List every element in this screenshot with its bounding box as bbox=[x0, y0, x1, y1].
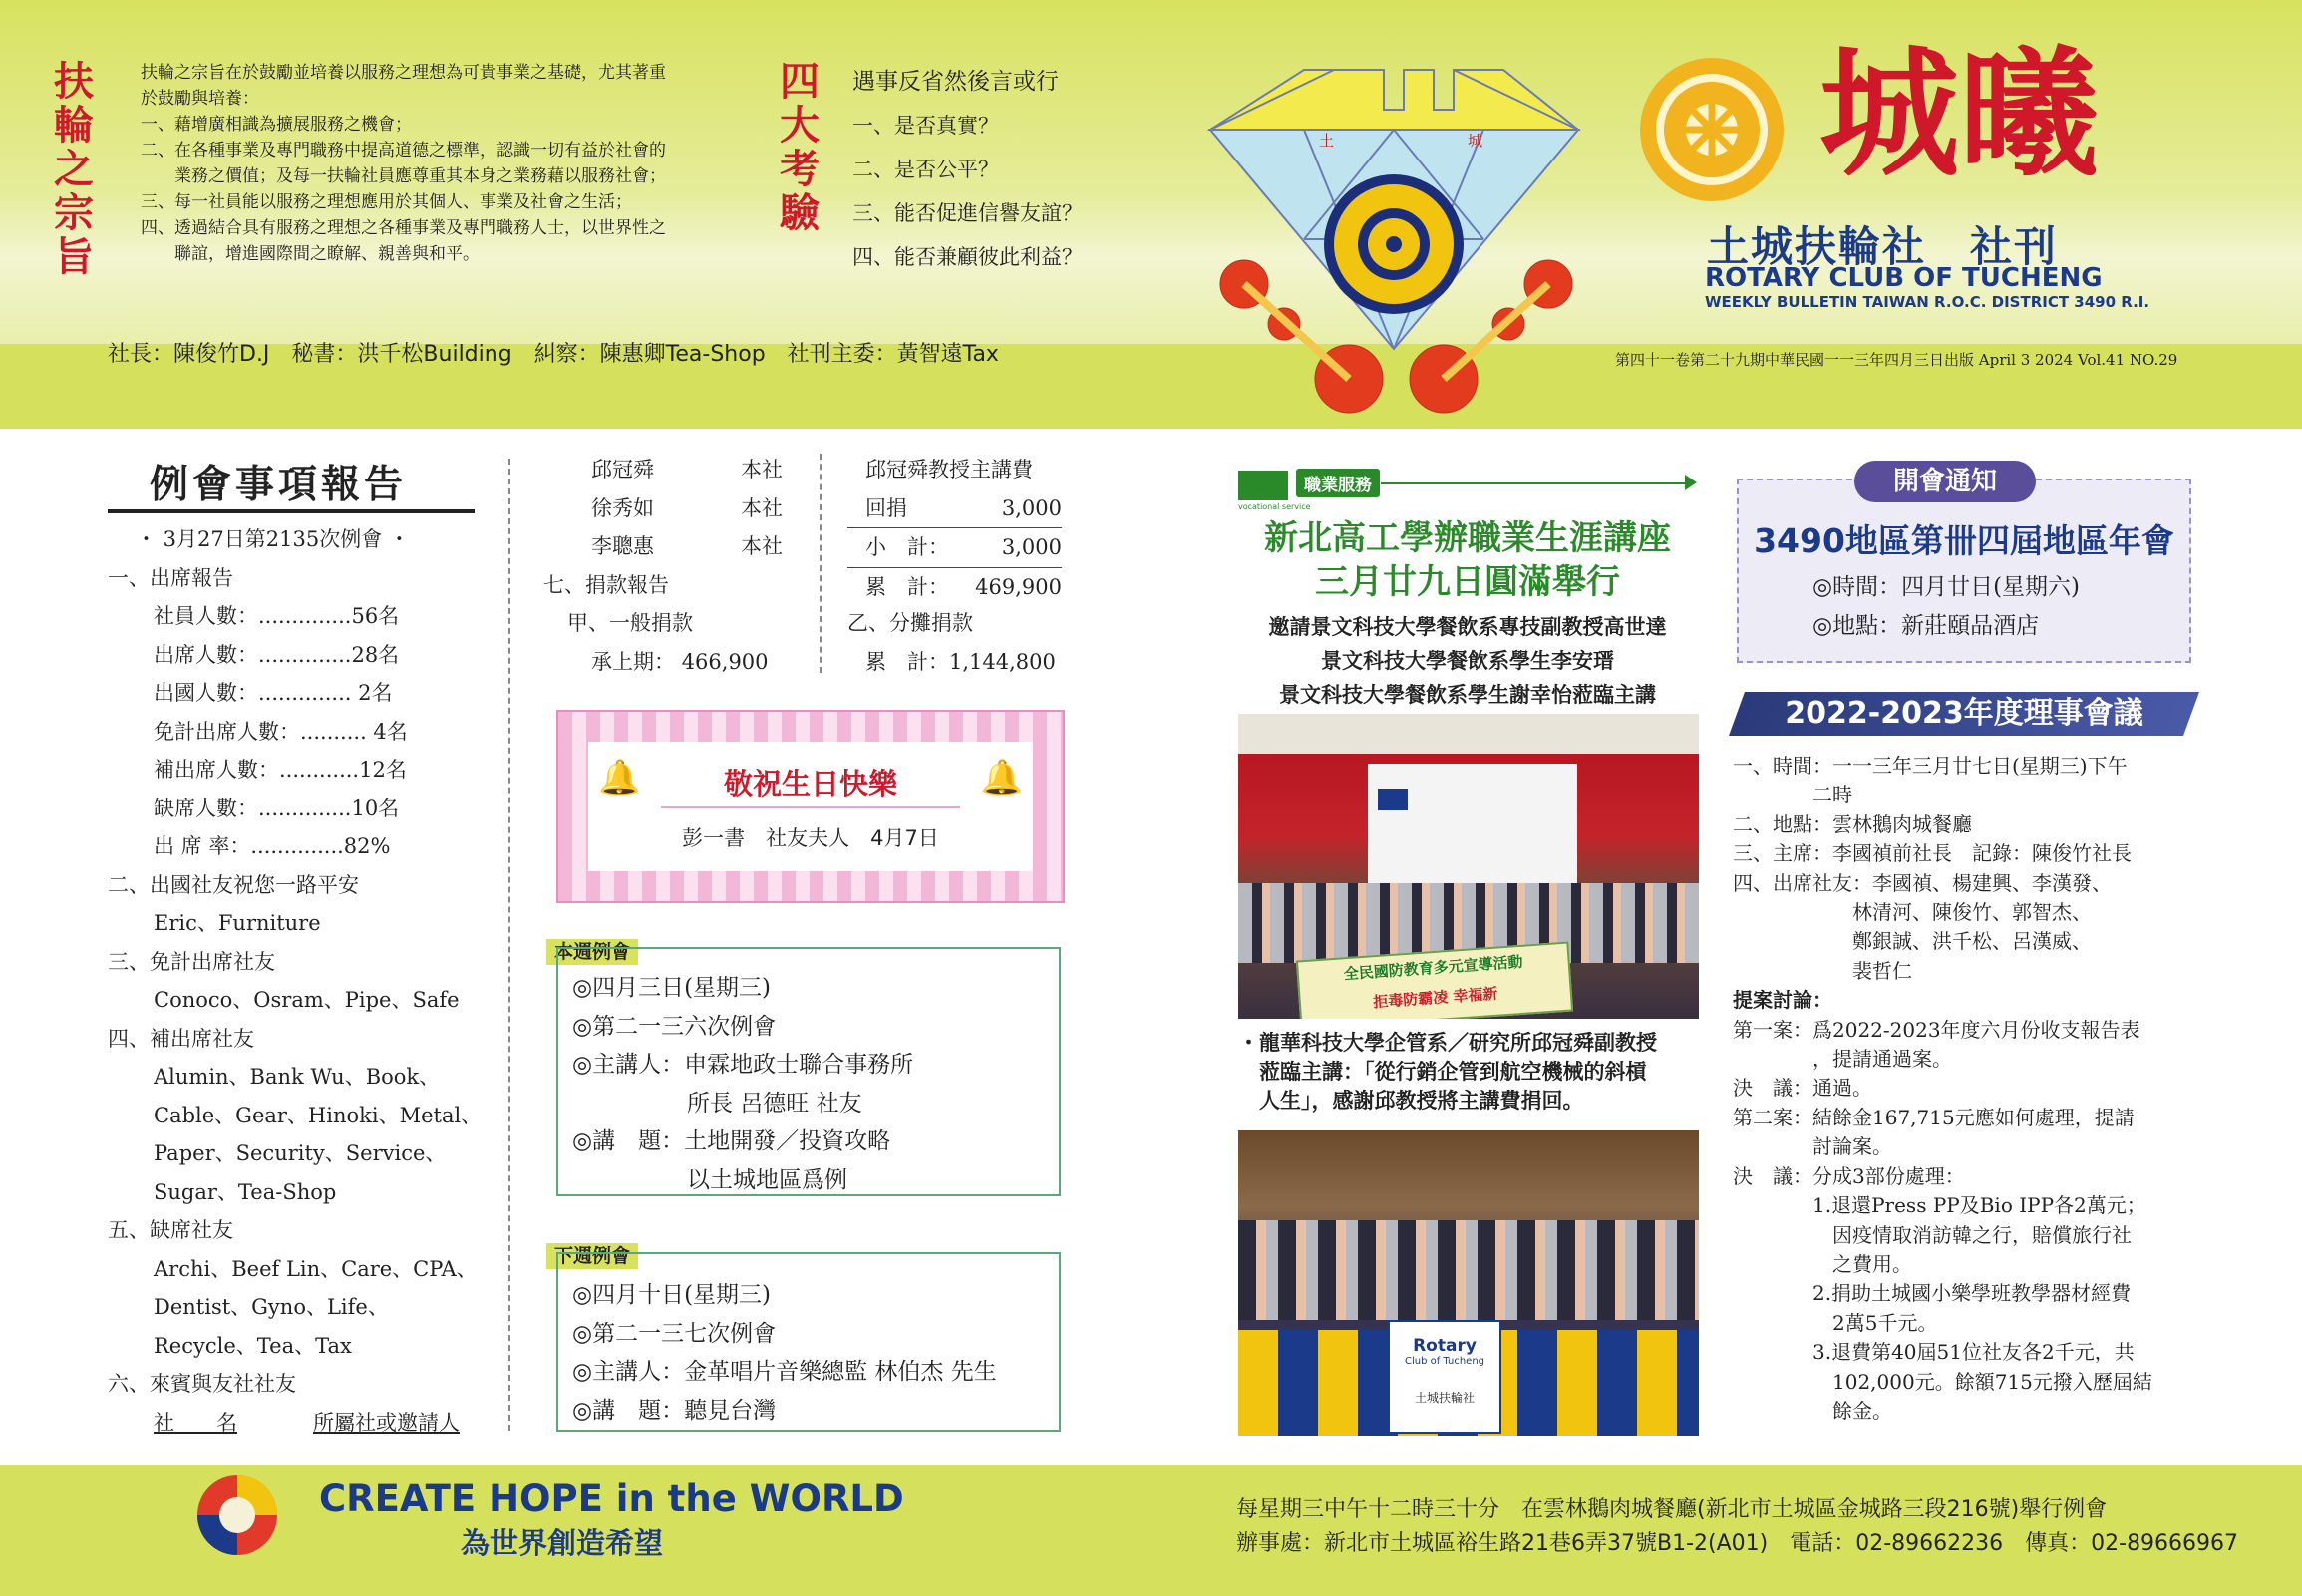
test-line: 二、是否公平？ bbox=[852, 158, 999, 181]
proposal-line: 2.捐助土城國小樂學班教學器材經費 bbox=[1733, 1281, 2132, 1306]
logo-text-cheng: 城 bbox=[1468, 132, 1483, 150]
club-name-en: ROTARY CLUB OF TUCHENG bbox=[1705, 263, 2103, 293]
test-text bbox=[852, 60, 1151, 279]
this-week-line: 以土城地區爲例 bbox=[572, 1166, 847, 1193]
birthday-title: 敬祝生日快樂 bbox=[723, 767, 897, 800]
column-divider bbox=[508, 459, 510, 1431]
this-week-line: ◎四月三日(星期三) bbox=[572, 975, 772, 1001]
vocational-title-line: 三月廿九日圓滿舉行 bbox=[1315, 562, 1620, 602]
guest-club: 本社 bbox=[741, 495, 783, 520]
vocational-speaker: 景文科技大學餐飲系學生謝幸怡蒞臨主講 bbox=[1279, 683, 1656, 707]
attendance-row: 出國人數：.............. 2名 bbox=[154, 681, 393, 705]
vocational-title-line: 新北高工學辦職業生涯講座 bbox=[1264, 518, 1671, 558]
donation-row-label: 回捐 bbox=[865, 495, 907, 520]
principle-line: 四、透過結合具有服務之理想之各種事業及專門職務人士，以世界性之 bbox=[141, 218, 666, 238]
proposal-line: 之費用。 bbox=[1733, 1251, 1912, 1276]
report-body bbox=[108, 520, 487, 1441]
board-line: 二時 bbox=[1733, 783, 1852, 807]
principle-line: 一、藉增廣相識為擴展服務之機會； bbox=[141, 115, 412, 135]
inner-divider bbox=[820, 454, 822, 673]
vocational-rule bbox=[1381, 482, 1690, 484]
board-title: 2022-2023年度理事會議 bbox=[1785, 696, 2143, 731]
member-names-line: Sugar、Tea-Shop bbox=[154, 1179, 337, 1204]
donation-shared-title: 乙、分攤捐款 bbox=[847, 611, 973, 635]
next-week-line: ◎第二一三七次例會 bbox=[572, 1320, 777, 1347]
birthday-card bbox=[556, 710, 1065, 903]
club-banner-line: Rotary bbox=[1413, 1336, 1477, 1356]
proposal-heading: 提案討論： bbox=[1733, 988, 1832, 1013]
test-line: 一、是否真實？ bbox=[852, 114, 999, 138]
event-banner-line: 全民國防教育多元宣導活動 bbox=[1343, 952, 1524, 984]
attendance-row: 免計出席人數：.......... 4名 bbox=[154, 719, 408, 744]
vocational-speaker: 邀請景文科技大學餐飲系專技副教授高世達 bbox=[1268, 615, 1667, 639]
logo-text-tu: 土 bbox=[1319, 132, 1335, 150]
attendance-row: 社員人數：..............56名 bbox=[154, 604, 400, 628]
attendance-list bbox=[108, 597, 487, 866]
birthday-person: 彭一書 社友夫人 4月7日 bbox=[682, 826, 939, 850]
member-names-line: Alumin、Bank Wu、Book、 bbox=[154, 1065, 441, 1089]
principle-line: 扶輪之宗旨在於鼓勵並培養以服務之理想為可貴事業之基礎，尤其著重 bbox=[141, 63, 666, 83]
member-names-line: Cable、Gear、Hinoki、Metal、 bbox=[154, 1103, 483, 1127]
report-title: 例會事項報告 bbox=[150, 463, 408, 507]
next-week-head-label: 下週例會 bbox=[546, 1243, 638, 1269]
proposal-line: 決 議：分成3部份處理： bbox=[1733, 1163, 1965, 1188]
principle-line: 二、在各種事業及專門職務中提高道德之標準，認識一切有益於社會的 bbox=[141, 141, 666, 160]
birthday-card-inner bbox=[588, 742, 1033, 871]
club-banner-line: 土城扶輪社 bbox=[1414, 1391, 1475, 1405]
event-photo-2 bbox=[1238, 1130, 1699, 1436]
this-week-box bbox=[556, 947, 1061, 1196]
vocational-arrow-icon bbox=[1685, 475, 1697, 490]
next-week-box bbox=[556, 1252, 1061, 1432]
test-line: 三、能否促進信譽友誼？ bbox=[852, 201, 1083, 225]
caption-line: 蒞臨主講：「從行銷企管到航空機械的斜槓 bbox=[1238, 1060, 1647, 1084]
vocational-speakers bbox=[1238, 610, 1697, 712]
proposal-line: 決 議：通過。 bbox=[1733, 1076, 1872, 1101]
vocational-speaker: 景文科技大學餐飲系學生李安瑨 bbox=[1321, 649, 1614, 673]
member-names-line: Dentist、Gyno、Life、 bbox=[154, 1295, 389, 1319]
vocational-icon bbox=[1238, 471, 1288, 500]
club-name-cn: 土城扶輪社 社刊 bbox=[1707, 222, 2059, 271]
section-heading: 五、缺席社友 bbox=[108, 1218, 233, 1242]
board-line: 三、主席：李國禎前社長 記錄：陳俊竹社長 bbox=[1733, 841, 2132, 866]
this-week-head-label: 本週例會 bbox=[546, 939, 638, 965]
vocational-title bbox=[1238, 516, 1697, 604]
footer-contact-line: 辦事處：新北市土城區裕生路21巷6弄37號B1-2(A01) 電話：02-89662236 傳真：02-89666967 bbox=[1236, 1531, 2239, 1556]
rotary-wheel-icon bbox=[1637, 55, 1787, 204]
footer-info bbox=[1236, 1493, 2238, 1561]
caption-line: 人生」，感謝邱教授將主講費捐回。 bbox=[1238, 1089, 1584, 1113]
bells-right-icon: 🔔 bbox=[980, 758, 1023, 798]
principle-text bbox=[141, 60, 739, 267]
board-line: 林清河、陳俊竹、郭智杰、 bbox=[1733, 900, 2092, 925]
caption-line: ・龍華科技大學企管系／研究所邱冠舜副教授 bbox=[1238, 1031, 1657, 1055]
section-heading: 一、出席報告 bbox=[108, 565, 233, 590]
notice-place: ◎地點：新莊頤品酒店 bbox=[1812, 613, 2040, 639]
proposal-line: 討論案。 bbox=[1733, 1134, 1892, 1159]
section-heading: 四、補出席社友 bbox=[108, 1026, 254, 1051]
next-week-line: ◎講 題：聽見台灣 bbox=[572, 1397, 777, 1424]
next-week-line: ◎四月十日(星期三) bbox=[572, 1282, 772, 1308]
group-people bbox=[1238, 1220, 1699, 1320]
proposal-line: 因疫情取消訪韓之行，賠償旅行社 bbox=[1733, 1222, 2132, 1247]
theme-cn: 為世界創造希望 bbox=[461, 1526, 664, 1560]
donation-prev-value: 466,900 bbox=[681, 649, 769, 674]
donation-row-label: 小 計： bbox=[865, 535, 949, 559]
donation-row bbox=[847, 489, 1062, 528]
member-names bbox=[108, 1058, 487, 1211]
section-heading: 六、來賓與友社社友 bbox=[108, 1372, 296, 1396]
donation-total-value: 1,144,800 bbox=[949, 649, 1056, 674]
member-names-line: Recycle、Tea、Tax bbox=[154, 1333, 352, 1358]
masthead-title: 城曦 bbox=[1819, 33, 2100, 196]
proposal-line: ，提請通過案。 bbox=[1733, 1047, 1952, 1072]
guest-name: 邱冠舜 bbox=[591, 458, 654, 481]
principle-line: 業務之價值；及每一扶輪社員應尊重其本身之業務藉以服務社會； bbox=[141, 166, 666, 186]
birthday-rule bbox=[661, 806, 960, 808]
donation-prev-label: 承上期： bbox=[591, 649, 675, 674]
donation-row-label: 累 計： bbox=[865, 574, 949, 599]
club-banner bbox=[1388, 1320, 1501, 1434]
test-line: 四、能否兼顧彼此利益？ bbox=[852, 245, 1083, 269]
attendance-row: 出 席 率：..............82% bbox=[154, 834, 391, 858]
donation-row-value: 469,900 bbox=[975, 574, 1062, 599]
test-title: 四大考驗 bbox=[780, 59, 820, 236]
board-line: 二、地點：雲林鵝肉城餐廳 bbox=[1733, 811, 1972, 836]
guest-table-header bbox=[108, 1404, 487, 1442]
section-heading: 三、免計出席社友 bbox=[108, 949, 275, 974]
proposal-line: 餘金。 bbox=[1733, 1398, 1892, 1423]
rotary-seal-small bbox=[1324, 174, 1464, 314]
principle-title: 扶輪之宗旨 bbox=[54, 59, 94, 280]
flag-icon bbox=[1378, 789, 1408, 810]
donation-detail bbox=[847, 451, 1062, 606]
donation-title: 七、捐款報告 bbox=[543, 572, 669, 597]
member-names bbox=[108, 1250, 487, 1366]
board-line: 鄭銀誠、洪千松、呂漢威、 bbox=[1733, 929, 2092, 954]
ceiling bbox=[1238, 714, 1699, 754]
board-line: 裴哲仁 bbox=[1733, 958, 1912, 983]
event-banner-line: 拒毒防霸凌 幸福新 bbox=[1372, 984, 1498, 1012]
club-subtitle: WEEKLY BULLETIN TAIWAN R.O.C. DISTRICT 3490 R.I. bbox=[1705, 293, 2150, 311]
attendance-row: 缺席人數：..............10名 bbox=[154, 796, 400, 820]
donation-row bbox=[847, 568, 1062, 607]
board-line: 四、出席社友：李國禎、楊建興、李漢發、 bbox=[1733, 870, 2112, 895]
proposal-line: 第二案：結餘金167,715元應如何處理，提請 bbox=[1733, 1105, 2135, 1129]
principle-line: 聯誼，增進國際間之瞭解、親善與和平。 bbox=[141, 244, 480, 264]
donation-general-title: 甲、一般捐款 bbox=[567, 611, 693, 635]
notice-tab: 開會通知 bbox=[1854, 461, 2036, 502]
member-names: Conoco、Osram、Pipe、Safe bbox=[154, 988, 460, 1012]
bells-left-icon: 🔔 bbox=[598, 758, 641, 798]
notice-details bbox=[1812, 568, 2080, 646]
section-heading: 二、出國社友祝您一路平安 bbox=[108, 872, 359, 897]
meeting-number: ・ 3月27日第2135次例會 ・ bbox=[136, 527, 410, 551]
member-names-line: Archi、Beef Lin、Care、CPA、 bbox=[154, 1256, 478, 1281]
donation-row bbox=[847, 527, 1062, 568]
proposal-line: 2萬5千元。 bbox=[1733, 1310, 1938, 1335]
donation-row-value: 3,000 bbox=[1001, 535, 1062, 559]
projection-screen bbox=[1368, 764, 1577, 883]
guest-col-club: 所屬社或邀請人 bbox=[313, 1410, 460, 1435]
proposal-line: 1.退還Press PP及Bio IPP各2萬元； bbox=[1733, 1193, 2146, 1218]
attendance-row: 補出席人數：............12名 bbox=[154, 758, 407, 782]
create-hope-logo bbox=[195, 1473, 279, 1557]
notice-title: 3490地區第卌四屆地區年會 bbox=[1754, 521, 2174, 560]
principle-line: 三、每一社員能以服務之理想應用於其個人、事業及社會之生活； bbox=[141, 192, 632, 212]
vocational-small-label: vocational service bbox=[1238, 502, 1311, 511]
member-names-line: Paper、Security、Service、 bbox=[154, 1141, 447, 1165]
this-week-line: ◎主講人：申霖地政士聯合事務所 bbox=[572, 1052, 914, 1078]
notice-time: ◎時間：四月廿日(星期六) bbox=[1812, 574, 2081, 600]
proposal-line: 102,000元。餘額715元撥入歷屆結 bbox=[1733, 1369, 2152, 1394]
photo-caption bbox=[1238, 1029, 1699, 1116]
guest-club: 本社 bbox=[741, 458, 783, 481]
issue-line: 第四十一卷第二十九期中華民國一一三年四月三日出版 April 3 2024 Vol.41 NO.29 bbox=[1615, 351, 2178, 369]
this-week-line: ◎第二一三六次例會 bbox=[572, 1013, 777, 1040]
vocational-tag: 職業服務 bbox=[1296, 469, 1380, 497]
guest-col-name: 社 名 bbox=[154, 1410, 237, 1435]
theme-en: CREATE HOPE in the WORLD bbox=[319, 1477, 904, 1520]
guest-name: 李聰惠 bbox=[591, 534, 654, 558]
officers-line: 社長：陳俊竹D.J 秘書：洪千松Building 糾察：陳惠卿Tea-Shop 社刊主委：黃智遠Tax bbox=[108, 342, 999, 367]
guest-name: 徐秀如 bbox=[591, 495, 654, 520]
member-names: Eric、Furniture bbox=[154, 911, 321, 935]
report-title-rule bbox=[108, 509, 475, 513]
principle-line: 於鼓勵與培養： bbox=[141, 89, 259, 109]
next-week-line: ◎主講人：金革唱片音樂總監 林伯杰 先生 bbox=[572, 1359, 997, 1385]
test-line: 遇事反省然後言或行 bbox=[852, 69, 1059, 95]
event-photo-1 bbox=[1238, 714, 1699, 1019]
donation-detail-title: 邱冠舜教授主講費 bbox=[865, 458, 1033, 481]
footer-meeting-line: 每星期三中午十二時三十分 在雲林鵝肉城餐廳(新北市土城區金城路三段216號)舉行例會 bbox=[1236, 1497, 2108, 1522]
club-banner-line: Club of Tucheng bbox=[1404, 1356, 1485, 1367]
board-line: 一、時間：一一三年三月廿七日(星期三)下午 bbox=[1733, 754, 2128, 778]
donation-shared bbox=[847, 604, 1062, 681]
board-body bbox=[1733, 752, 2201, 1426]
attendance-row: 出席人數：..............28名 bbox=[154, 642, 400, 667]
proposal-line: 第一案：爲2022-2023年度六月份收支報告表 bbox=[1733, 1017, 2140, 1042]
donation-shared-total bbox=[847, 643, 1062, 682]
proposal-line: 3.退費第40屆51位社友各2千元，共 bbox=[1733, 1340, 2135, 1365]
this-week-line: 所長 呂德旺 社友 bbox=[572, 1090, 862, 1117]
donation-total-label: 累 計： bbox=[865, 649, 949, 674]
this-week-line: ◎講 題：土地開發／投資攻略 bbox=[572, 1128, 891, 1154]
donation-row-value: 3,000 bbox=[1001, 495, 1062, 520]
guest-club: 本社 bbox=[741, 534, 783, 558]
tucheng-diamond-logo bbox=[1204, 60, 1598, 414]
